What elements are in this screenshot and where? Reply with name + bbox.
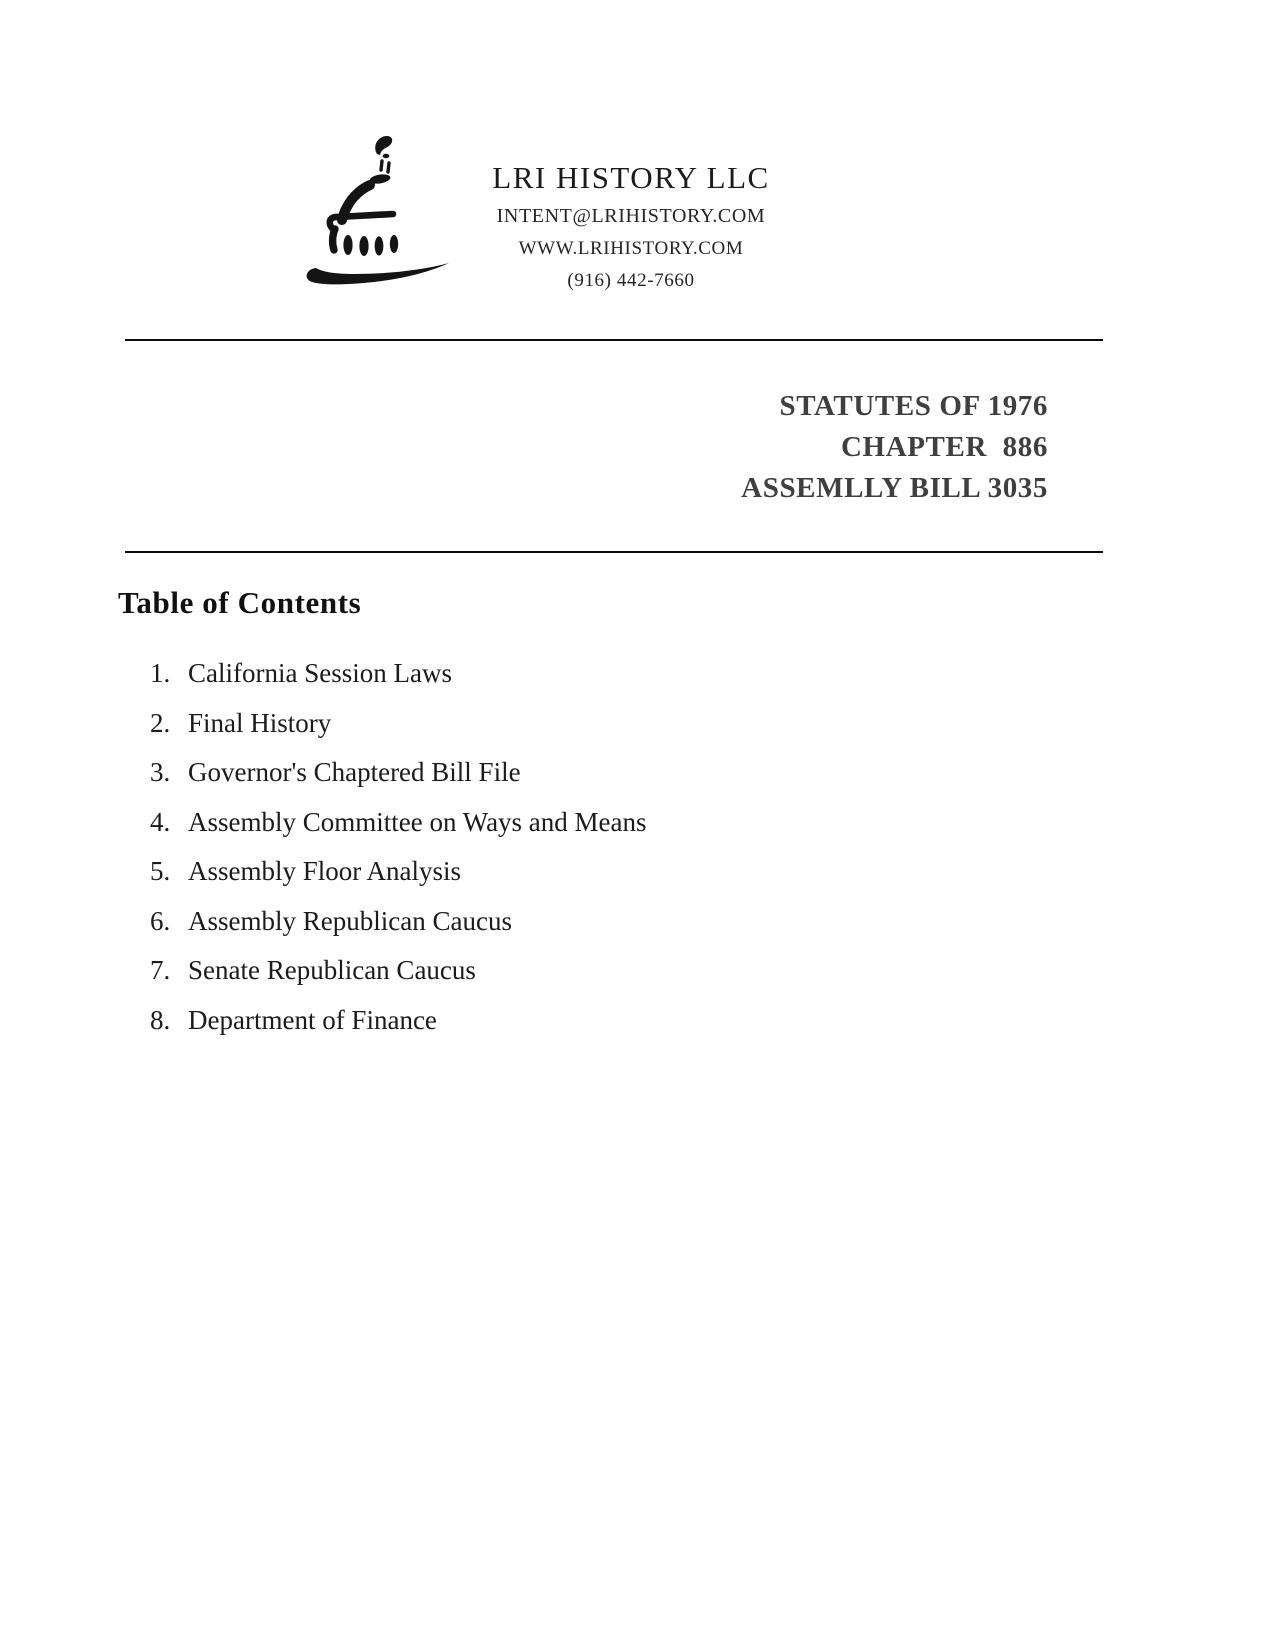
- toc-heading: Table of Contents: [118, 585, 362, 620]
- toc-item-label: Senate Republican Caucus: [188, 955, 476, 985]
- document-title-block: [741, 386, 1048, 509]
- horizontal-rule-top: [125, 339, 1103, 341]
- toc-item-number: 8.: [150, 1004, 171, 1035]
- toc-item: [150, 798, 647, 848]
- toc-item: [150, 996, 647, 1046]
- toc-item-label: Governor's Chaptered Bill File: [188, 757, 521, 787]
- toc-item-label: Assembly Republican Caucus: [188, 905, 512, 936]
- toc-item: [150, 946, 647, 996]
- statutes-year-line: STATUTES OF 1976: [779, 390, 1048, 422]
- toc-list: [150, 649, 647, 1045]
- toc-item-label: California Session Laws: [188, 658, 452, 688]
- toc-item: [150, 649, 647, 699]
- company-name: LRI HISTORY LLC: [492, 160, 770, 195]
- toc-item: [150, 748, 647, 798]
- toc-item-number: 1.: [150, 658, 171, 688]
- assembly-bill-line: ASSEMLLY BILL 3035: [741, 472, 1048, 504]
- horizontal-rule-bottom: [125, 551, 1103, 553]
- toc-item-label: Assembly Committee on Ways and Means: [188, 806, 647, 837]
- toc-item-number: 7.: [150, 955, 171, 985]
- toc-item-label: Assembly Floor Analysis: [188, 856, 462, 886]
- toc-item: [150, 699, 647, 749]
- toc-item-number: 2.: [150, 707, 171, 738]
- toc-item-number: 3.: [150, 757, 171, 787]
- chapter-line: CHAPTER 886: [841, 431, 1048, 463]
- toc-item: [150, 847, 647, 897]
- letterhead-email: INTENT@LRIHISTORY.COM: [496, 205, 766, 227]
- letterhead-website: WWW.LRIHISTORY.COM: [518, 238, 744, 259]
- toc-item-label: Final History: [188, 707, 332, 738]
- letterhead-contact-block: [431, 162, 831, 290]
- letterhead-phone: (916) 442-7660: [567, 270, 695, 291]
- toc-item: [150, 897, 647, 947]
- toc-item-number: 5.: [150, 856, 171, 886]
- toc-item-number: 6.: [150, 905, 171, 936]
- toc-item-number: 4.: [150, 806, 171, 837]
- toc-item-label: Department of Finance: [188, 1004, 437, 1035]
